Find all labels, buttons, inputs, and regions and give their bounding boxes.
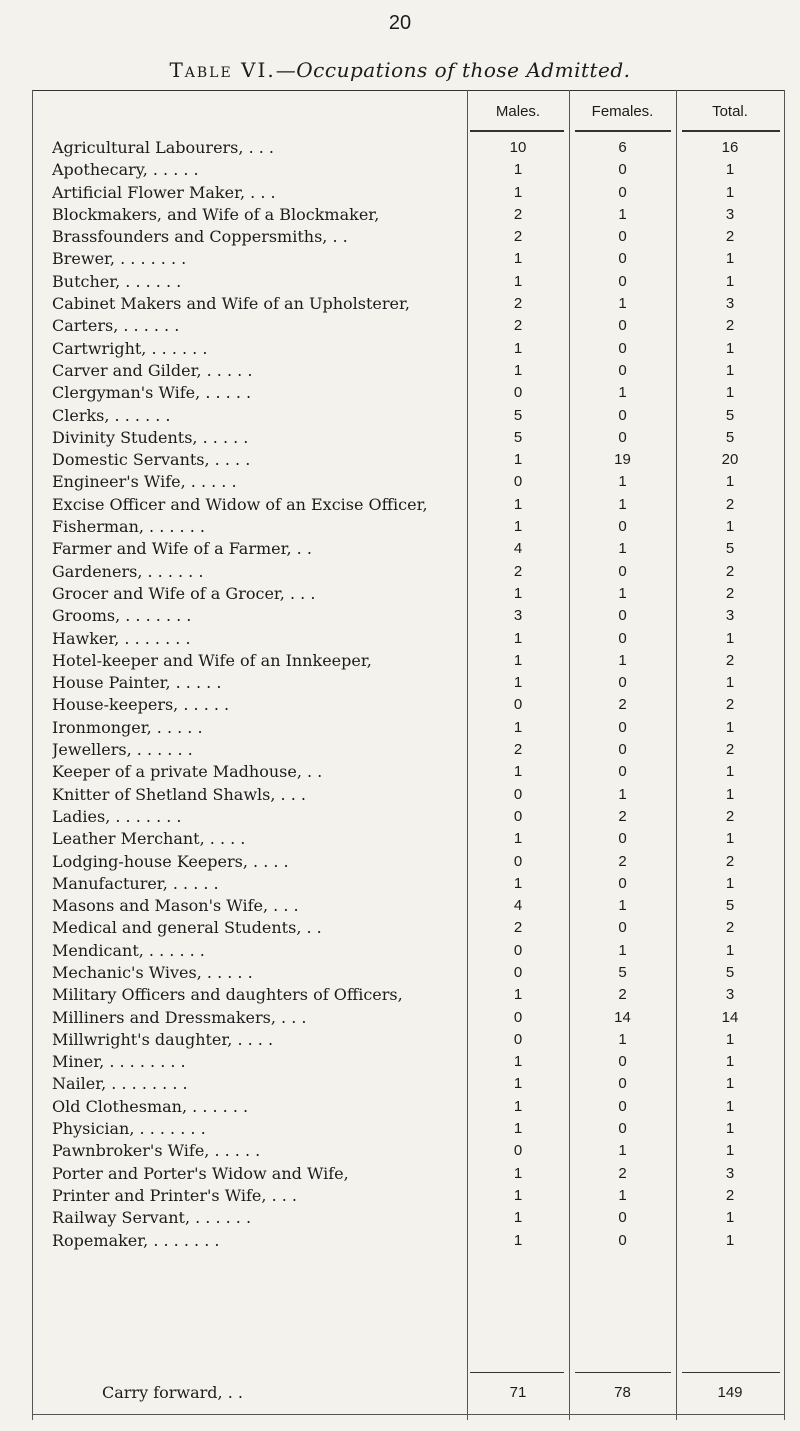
total-cell: 1 (725, 473, 735, 491)
males-cell: 1 (513, 629, 523, 647)
total-cell: 2 (725, 228, 735, 246)
table-row (32, 1230, 784, 1252)
total-cell: 2 (725, 852, 735, 870)
males-cell: 2 (513, 295, 523, 313)
total-cell: 1 (725, 830, 735, 848)
total-cell: 1 (725, 518, 735, 536)
females-cell: 0 (618, 674, 627, 692)
females-cell: 0 (618, 607, 627, 625)
males-cell: 0 (513, 785, 523, 803)
females-cell: 0 (618, 183, 627, 201)
females-cell: 0 (618, 518, 627, 536)
table-row (32, 1163, 784, 1185)
total-cell: 1 (725, 785, 735, 803)
females-cell: 1 (618, 651, 627, 669)
females-cell: 0 (618, 562, 627, 580)
table-title-caption: Occupations of those Admitted. (296, 58, 631, 82)
table-title-lead: Table VI. (169, 58, 276, 82)
females-cell: 0 (618, 250, 627, 268)
total-cell: 1 (725, 718, 735, 736)
table-row (32, 1185, 784, 1207)
table-row (32, 962, 784, 984)
table-row (32, 293, 784, 315)
females-cell: 0 (618, 629, 627, 647)
table-row (32, 1140, 784, 1162)
table-row (32, 1118, 784, 1140)
occupation-cell: Ladies, . . . . . . . (52, 806, 182, 826)
females-cell: 5 (618, 963, 627, 981)
occupation-cell: Old Clothesman, . . . . . . (52, 1096, 249, 1116)
table-row (32, 672, 784, 694)
females-cell: 1 (618, 897, 627, 915)
table-row (32, 940, 784, 962)
total-rule-total (682, 1372, 780, 1373)
total-cell: 1 (725, 1075, 735, 1093)
occupation-cell: Artificial Flower Maker, . . . (52, 182, 276, 202)
occupation-cell: Fisherman, . . . . . . (52, 517, 205, 537)
occupation-cell: Manufacturer, . . . . . (52, 873, 219, 893)
males-cell: 3 (513, 607, 523, 625)
total-cell: 1 (725, 1030, 735, 1048)
males-cell: 5 (513, 406, 523, 424)
occupation-cell: Grooms, . . . . . . . (52, 606, 192, 626)
total-cell: 16 (721, 139, 739, 156)
table-row (32, 271, 784, 293)
total-cell: 1 (725, 272, 735, 290)
table-row (32, 1029, 784, 1051)
table-row (32, 159, 784, 181)
table-row (32, 895, 784, 917)
females-cell: 0 (618, 428, 627, 446)
females-cell: 0 (618, 1075, 627, 1093)
females-cell: 0 (618, 161, 627, 179)
total-cell: 2 (725, 741, 735, 759)
females-cell: 0 (618, 1097, 627, 1115)
total-cell: 5 (725, 963, 735, 981)
males-cell: 0 (513, 1142, 523, 1160)
males-cell: 1 (513, 1053, 523, 1071)
total-cell: 20 (721, 451, 739, 469)
occupation-cell: Cartwright, . . . . . . (52, 338, 208, 358)
males-cell: 0 (513, 852, 523, 870)
total-cell: 3 (725, 205, 735, 223)
total-cell: 2 (725, 1186, 735, 1204)
table-row (32, 449, 784, 471)
table-row (32, 561, 784, 583)
table-row (32, 516, 784, 538)
occupation-cell: House Painter, . . . . . (52, 673, 222, 693)
occupation-cell: Ropemaker, . . . . . . . (52, 1230, 220, 1250)
total-cell: 1 (725, 629, 735, 647)
table-row (32, 315, 784, 337)
females-cell: 1 (618, 295, 627, 313)
females-cell: 1 (618, 785, 627, 803)
males-cell: 1 (513, 161, 523, 179)
females-cell: 2 (618, 852, 627, 870)
females-cell: 0 (618, 718, 627, 736)
total-cell: 3 (725, 1164, 735, 1182)
total-cell: 5 (725, 897, 735, 915)
occupation-cell: Pawnbroker's Wife, . . . . . (52, 1141, 261, 1161)
table-row (32, 182, 784, 204)
occupation-cell: Butcher, . . . . . . (52, 271, 182, 291)
occupation-cell: Leather Merchant, . . . . (52, 829, 246, 849)
females-cell: 0 (618, 874, 627, 892)
males-cell: 0 (513, 696, 523, 714)
females-cell: 14 (614, 1008, 631, 1026)
males-cell: 1 (513, 272, 523, 290)
occupation-cell: Farmer and Wife of a Farmer, . . (52, 539, 312, 559)
females-cell: 1 (618, 941, 627, 959)
females-cell: 1 (618, 584, 627, 602)
table-row (32, 1096, 784, 1118)
total-cell: 5 (725, 428, 735, 446)
males-cell: 0 (513, 1008, 523, 1026)
males-cell: 0 (513, 384, 523, 402)
males-cell: 1 (513, 651, 523, 669)
total-cell: 1 (725, 1120, 735, 1138)
table-row (32, 828, 784, 850)
males-cell: 1 (513, 1075, 523, 1093)
occupation-cell: Lodging-house Keepers, . . . . (52, 851, 289, 871)
table-row (32, 1051, 784, 1073)
females-cell: 0 (618, 406, 627, 424)
table-row (32, 1073, 784, 1095)
females-cell: 19 (614, 451, 631, 469)
occupation-cell: Nailer, . . . . . . . . (52, 1074, 188, 1094)
total-cell: 1 (725, 161, 735, 179)
carry-forward-males: 71 (509, 1384, 527, 1401)
header-rule-females (575, 130, 671, 132)
females-cell: 0 (618, 919, 627, 937)
occupation-cell: Railway Servant, . . . . . . (52, 1208, 252, 1228)
table-row (32, 204, 784, 226)
females-cell: 0 (618, 317, 627, 335)
females-cell: 0 (618, 228, 627, 246)
occupation-cell: Physician, . . . . . . . (52, 1119, 206, 1139)
occupation-cell: Ironmonger, . . . . . (52, 717, 203, 737)
table-row (32, 382, 784, 404)
table-row (32, 984, 784, 1006)
females-cell: 1 (618, 473, 627, 491)
table-body (32, 137, 784, 1252)
occupation-cell: Hotel-keeper and Wife of an Innkeeper, (52, 650, 372, 670)
males-cell: 1 (513, 1097, 523, 1115)
header-rule-total (682, 130, 780, 132)
males-cell: 1 (513, 1231, 523, 1249)
total-cell: 1 (725, 1231, 735, 1249)
males-cell: 1 (513, 361, 523, 379)
males-cell: 5 (513, 428, 523, 446)
table-row (32, 806, 784, 828)
females-cell: 2 (618, 807, 627, 825)
table-row (32, 873, 784, 895)
males-cell: 2 (513, 741, 523, 759)
females-cell: 0 (618, 1053, 627, 1071)
females-cell: 2 (618, 1164, 627, 1182)
total-cell: 2 (725, 919, 735, 937)
column-header-females: Females. (591, 103, 654, 120)
total-cell: 1 (725, 763, 735, 781)
males-cell: 1 (513, 1186, 523, 1204)
total-cell: 3 (725, 607, 735, 625)
females-cell: 0 (618, 1231, 627, 1249)
females-cell: 1 (618, 1030, 627, 1048)
total-cell: 5 (725, 540, 735, 558)
total-cell: 2 (725, 317, 735, 335)
occupation-cell: Knitter of Shetland Shawls, . . . (52, 784, 306, 804)
table-row (32, 917, 784, 939)
occupation-cell: House-keepers, . . . . . (52, 695, 230, 715)
females-cell: 0 (618, 830, 627, 848)
occupation-cell: Miner, . . . . . . . . (52, 1052, 186, 1072)
females-cell: 1 (618, 384, 627, 402)
males-cell: 1 (513, 1164, 523, 1182)
females-cell: 2 (618, 986, 627, 1004)
total-cell: 1 (725, 941, 735, 959)
males-cell: 2 (513, 317, 523, 335)
females-cell: 1 (618, 1142, 627, 1160)
total-cell: 1 (725, 384, 735, 402)
occupation-cell: Engineer's Wife, . . . . . (52, 472, 237, 492)
occupation-cell: Jewellers, . . . . . . (52, 740, 193, 760)
occupation-cell: Grocer and Wife of a Grocer, . . . (52, 583, 316, 603)
carry-forward-total: 149 (717, 1384, 743, 1401)
total-cell: 1 (725, 1142, 735, 1160)
occupation-cell: Keeper of a private Madhouse, . . (52, 762, 323, 782)
table-row (32, 650, 784, 672)
males-cell: 1 (513, 763, 523, 781)
table-row (32, 694, 784, 716)
table-row (32, 471, 784, 493)
table-row (32, 137, 784, 159)
occupation-cell: Carters, . . . . . . (52, 316, 180, 336)
males-cell: 0 (513, 1030, 523, 1048)
occupation-cell: Cabinet Makers and Wife of an Upholsterer, (52, 294, 410, 314)
total-cell: 5 (725, 406, 735, 424)
males-cell: 1 (513, 986, 523, 1004)
males-cell: 1 (513, 584, 523, 602)
males-cell: 2 (513, 228, 523, 246)
occupation-cell: Masons and Mason's Wife, . . . (52, 896, 299, 916)
table-row (32, 628, 784, 650)
occupation-cell: Printer and Printer's Wife, . . . (52, 1185, 297, 1205)
total-cell: 3 (725, 986, 735, 1004)
males-cell: 2 (513, 562, 523, 580)
males-cell: 2 (513, 205, 523, 223)
occupation-cell: Blockmakers, and Wife of a Blockmaker, (52, 204, 380, 224)
table-row (32, 761, 784, 783)
occupation-cell: Military Officers and daughters of Officers, (52, 985, 403, 1005)
occupation-cell: Apothecary, . . . . . (52, 160, 199, 180)
table-row (32, 427, 784, 449)
occupation-cell: Mendicant, . . . . . . (52, 940, 205, 960)
males-cell: 1 (513, 874, 523, 892)
females-cell: 2 (618, 696, 627, 714)
females-cell: 1 (618, 540, 627, 558)
total-cell: 14 (721, 1008, 739, 1026)
females-cell: 0 (618, 361, 627, 379)
occupation-cell: Gardeners, . . . . . . (52, 561, 204, 581)
total-cell: 2 (725, 562, 735, 580)
table-title (0, 58, 800, 82)
total-cell: 2 (725, 495, 735, 513)
carry-forward-row (32, 1380, 784, 1406)
occupation-cell: Clergyman's Wife, . . . . . (52, 383, 252, 403)
table-border-right (784, 90, 785, 1420)
carry-forward-females: 78 (614, 1384, 631, 1401)
females-cell: 0 (618, 1209, 627, 1227)
table-row (32, 538, 784, 560)
males-cell: 0 (513, 807, 523, 825)
occupation-cell: Medical and general Students, . . (52, 918, 322, 938)
total-cell: 1 (725, 1053, 735, 1071)
header-rule-males (470, 130, 564, 132)
females-cell: 1 (618, 495, 627, 513)
occupation-cell: Agricultural Labourers, . . . (52, 138, 274, 157)
females-cell: 1 (618, 205, 627, 223)
table-row (32, 784, 784, 806)
total-cell: 2 (725, 696, 735, 714)
males-cell: 1 (513, 518, 523, 536)
males-cell: 4 (513, 540, 523, 558)
total-cell: 1 (725, 1209, 735, 1227)
table-row (32, 1007, 784, 1029)
males-cell: 1 (513, 183, 523, 201)
table-bottom-rule (32, 1414, 784, 1415)
total-cell: 1 (725, 250, 735, 268)
occupation-cell: Divinity Students, . . . . . (52, 427, 249, 447)
males-cell: 1 (513, 1120, 523, 1138)
total-cell: 1 (725, 339, 735, 357)
total-cell: 2 (725, 651, 735, 669)
column-header-total: Total. (712, 103, 748, 120)
column-header-males: Males. (495, 103, 541, 120)
occupation-cell: Hawker, . . . . . . . (52, 628, 191, 648)
table-row (32, 605, 784, 627)
total-rule-females (575, 1372, 671, 1373)
total-cell: 1 (725, 361, 735, 379)
total-cell: 1 (725, 183, 735, 201)
table-row (32, 226, 784, 248)
table-row (32, 405, 784, 427)
carry-forward-label: Carry forward, . . (102, 1383, 243, 1402)
occupation-cell: Porter and Porter's Widow and Wife, (52, 1163, 349, 1183)
males-cell: 2 (513, 919, 523, 937)
males-cell: 4 (513, 897, 523, 915)
occupation-cell: Millwright's daughter, . . . . (52, 1029, 274, 1049)
females-cell: 0 (618, 1120, 627, 1138)
females-cell: 0 (618, 339, 627, 357)
males-cell: 10 (509, 139, 527, 156)
table-row (32, 851, 784, 873)
males-cell: 1 (513, 495, 523, 513)
females-cell: 1 (618, 1186, 627, 1204)
occupation-cell: Excise Officer and Widow of an Excise Officer, (52, 494, 428, 514)
females-cell: 0 (618, 763, 627, 781)
males-cell: 1 (513, 830, 523, 848)
females-cell: 0 (618, 272, 627, 290)
males-cell: 0 (513, 941, 523, 959)
occupation-cell: Brassfounders and Coppersmiths, . . (52, 227, 348, 247)
occupation-cell: Milliners and Dressmakers, . . . (52, 1007, 307, 1027)
total-cell: 1 (725, 874, 735, 892)
total-cell: 1 (725, 1097, 735, 1115)
table-title-dash: — (275, 58, 297, 82)
table-row (32, 338, 784, 360)
table-row (32, 360, 784, 382)
occupation-cell: Domestic Servants, . . . . (52, 450, 251, 470)
males-cell: 1 (513, 451, 523, 469)
males-cell: 1 (513, 1209, 523, 1227)
page-number: 20 (388, 12, 412, 34)
females-cell: 0 (618, 741, 627, 759)
males-cell: 0 (513, 963, 523, 981)
occupation-cell: Carver and Gilder, . . . . . (52, 360, 253, 380)
females-cell: 6 (618, 139, 627, 156)
males-cell: 1 (513, 674, 523, 692)
total-cell: 2 (725, 807, 735, 825)
occupation-cell: Brewer, . . . . . . . (52, 249, 187, 269)
occupation-cell: Mechanic's Wives, . . . . . (52, 962, 253, 982)
males-cell: 1 (513, 339, 523, 357)
table-row (32, 717, 784, 739)
total-cell: 1 (725, 674, 735, 692)
occupation-cell: Clerks, . . . . . . (52, 405, 171, 425)
total-rule-males (470, 1372, 564, 1373)
total-cell: 3 (725, 295, 735, 313)
table-row (32, 494, 784, 516)
table-row (32, 1207, 784, 1229)
table-row (32, 739, 784, 761)
males-cell: 1 (513, 718, 523, 736)
males-cell: 1 (513, 250, 523, 268)
table-row (32, 583, 784, 605)
table-row (32, 248, 784, 270)
total-cell: 2 (725, 584, 735, 602)
males-cell: 0 (513, 473, 523, 491)
